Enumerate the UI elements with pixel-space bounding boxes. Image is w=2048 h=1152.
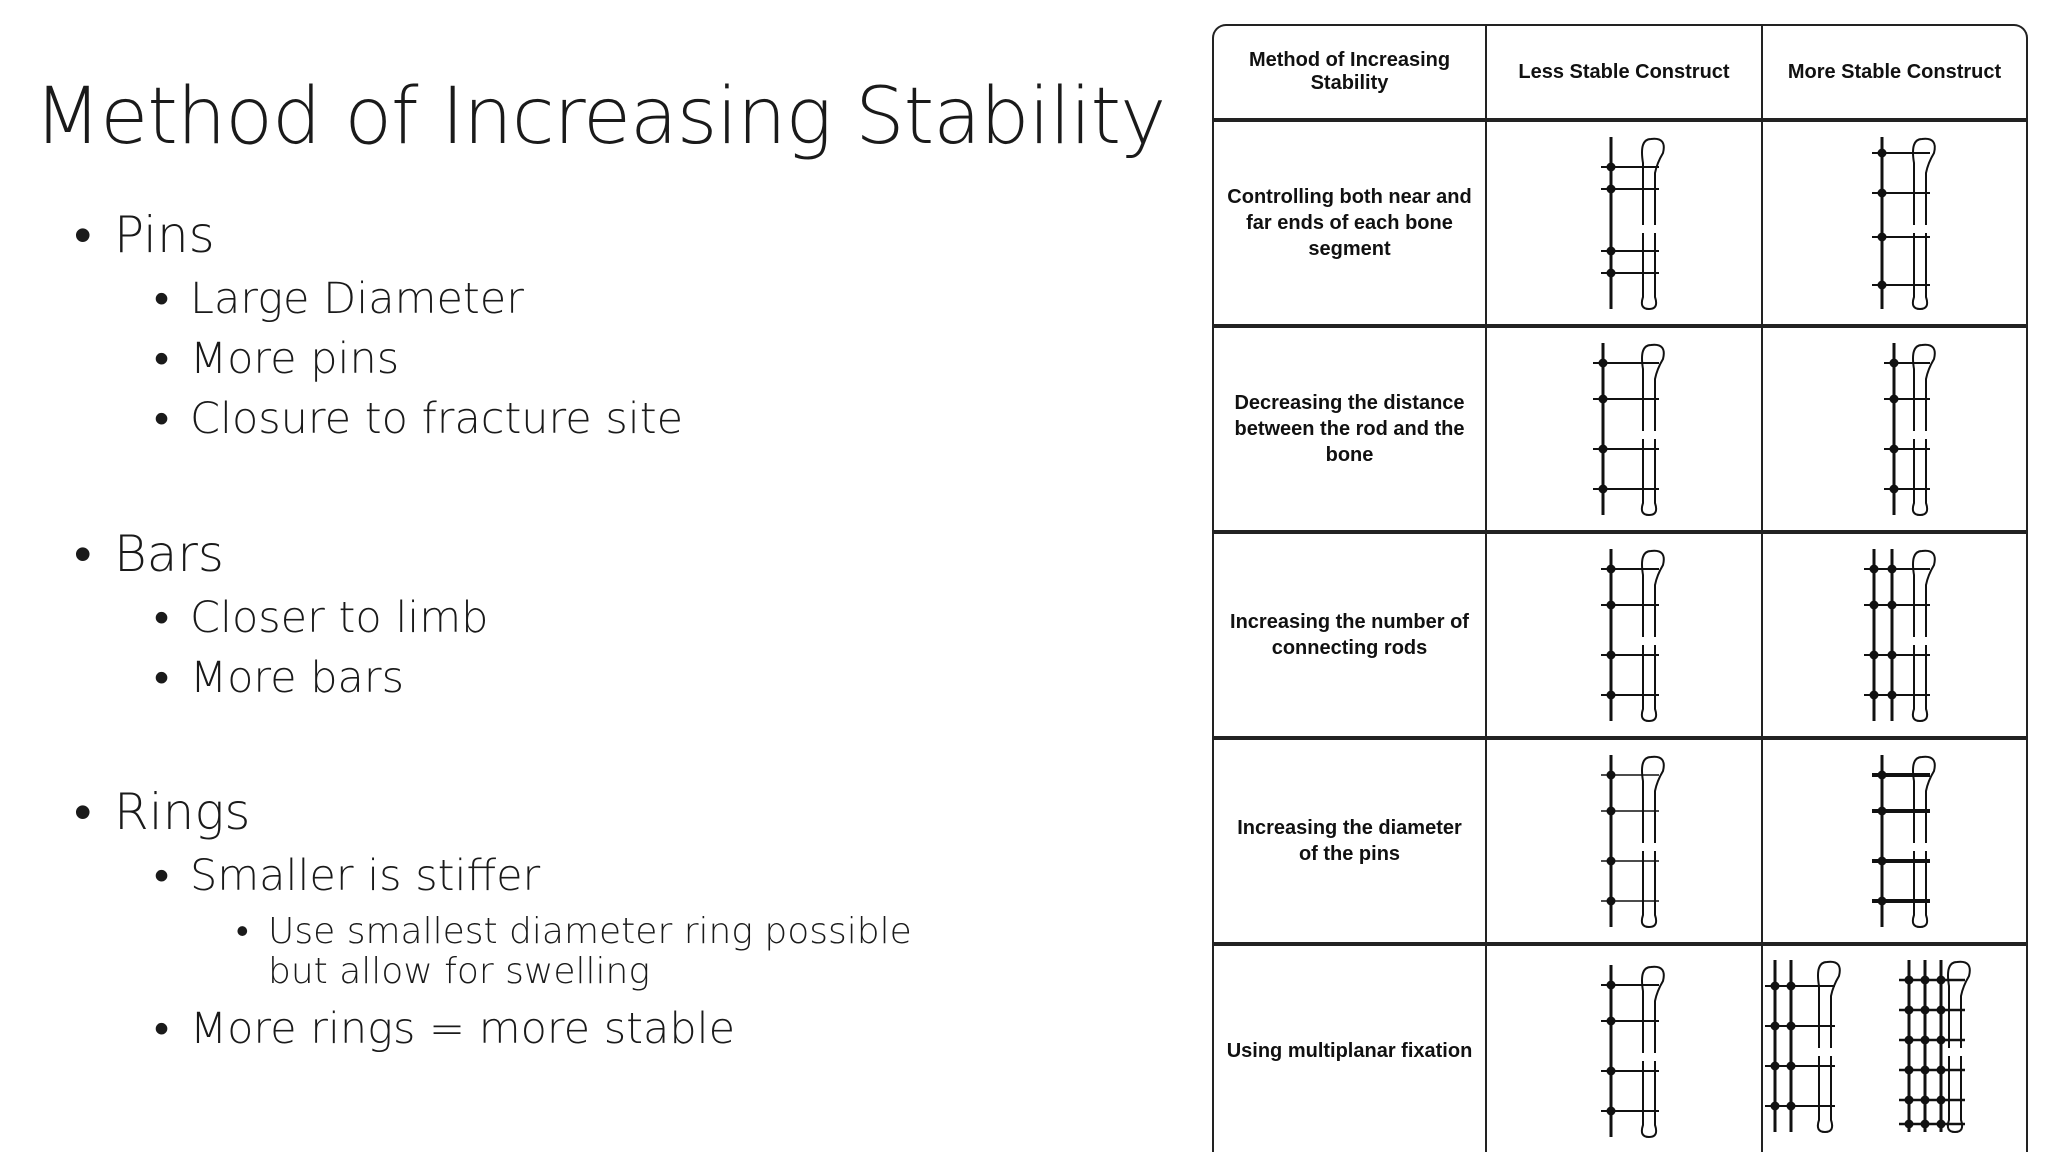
table-row [1214,326,2026,532]
header-method: Method of Increasing Stability [1214,26,1486,120]
less-stable-figure [1486,120,1762,326]
stability-table [1212,24,2028,1152]
fixator-diagram [1549,545,1699,725]
header-less-stable: Less Stable Construct [1486,26,1762,120]
more-stable-figure [1762,532,2026,738]
row-label: Increasing the diameter of the pins [1214,738,1486,944]
fixator-diagram [1820,545,1970,725]
fixator-diagram [1820,751,1970,931]
fixator-diagram [1549,961,1699,1141]
less-stable-figure [1486,532,1762,738]
more-stable-figure [1762,120,2026,326]
slide-title: Method of Increasing Stability [34,72,1166,162]
bullet-pins: • Pins [74,206,215,264]
row-label: Decreasing the distance between the rod and the bone [1214,326,1486,532]
table-header-row [1214,26,2026,120]
bullet-smallest-ring: • Use smallest diameter ring possible but allow for swelling [236,911,912,992]
table-row [1214,120,2026,326]
bullet-more-pins: • More pins [154,334,400,384]
table-row [1214,532,2026,738]
fixator-diagram [1765,956,2025,1146]
less-stable-figure [1486,326,1762,532]
bullet-smaller-stiffer: • Smaller is stiffer [154,851,541,901]
bullet-more-rings: • More rings = more stable [154,1004,736,1054]
fixator-diagram [1820,133,1970,313]
bullet-bars: • Bars [74,525,224,583]
more-stable-figure [1762,944,2026,1152]
table-row [1214,738,2026,944]
row-label: Using multiplanar fixation [1214,944,1486,1152]
less-stable-figure [1486,738,1762,944]
fixator-diagram [1820,339,1970,519]
more-stable-figure [1762,738,2026,944]
fixator-diagram [1549,339,1699,519]
bullet-rings: • Rings [74,783,251,841]
bullet-closer-limb: • Closer to limb [154,593,489,643]
fixator-diagram [1549,133,1699,313]
bullet-more-bars: • More bars [154,653,404,703]
row-label: Controlling both near and far ends of each bone segment [1214,120,1486,326]
fixator-diagram [1549,751,1699,931]
row-label: Increasing the number of connecting rods [1214,532,1486,738]
more-stable-figure [1762,326,2026,532]
bullet-large-diameter: • Large Diameter [154,274,524,324]
table-row [1214,944,2026,1152]
header-more-stable: More Stable Construct [1762,26,2026,120]
bullet-closure-fracture: • Closure to fracture site [154,394,684,444]
less-stable-figure [1486,944,1762,1152]
